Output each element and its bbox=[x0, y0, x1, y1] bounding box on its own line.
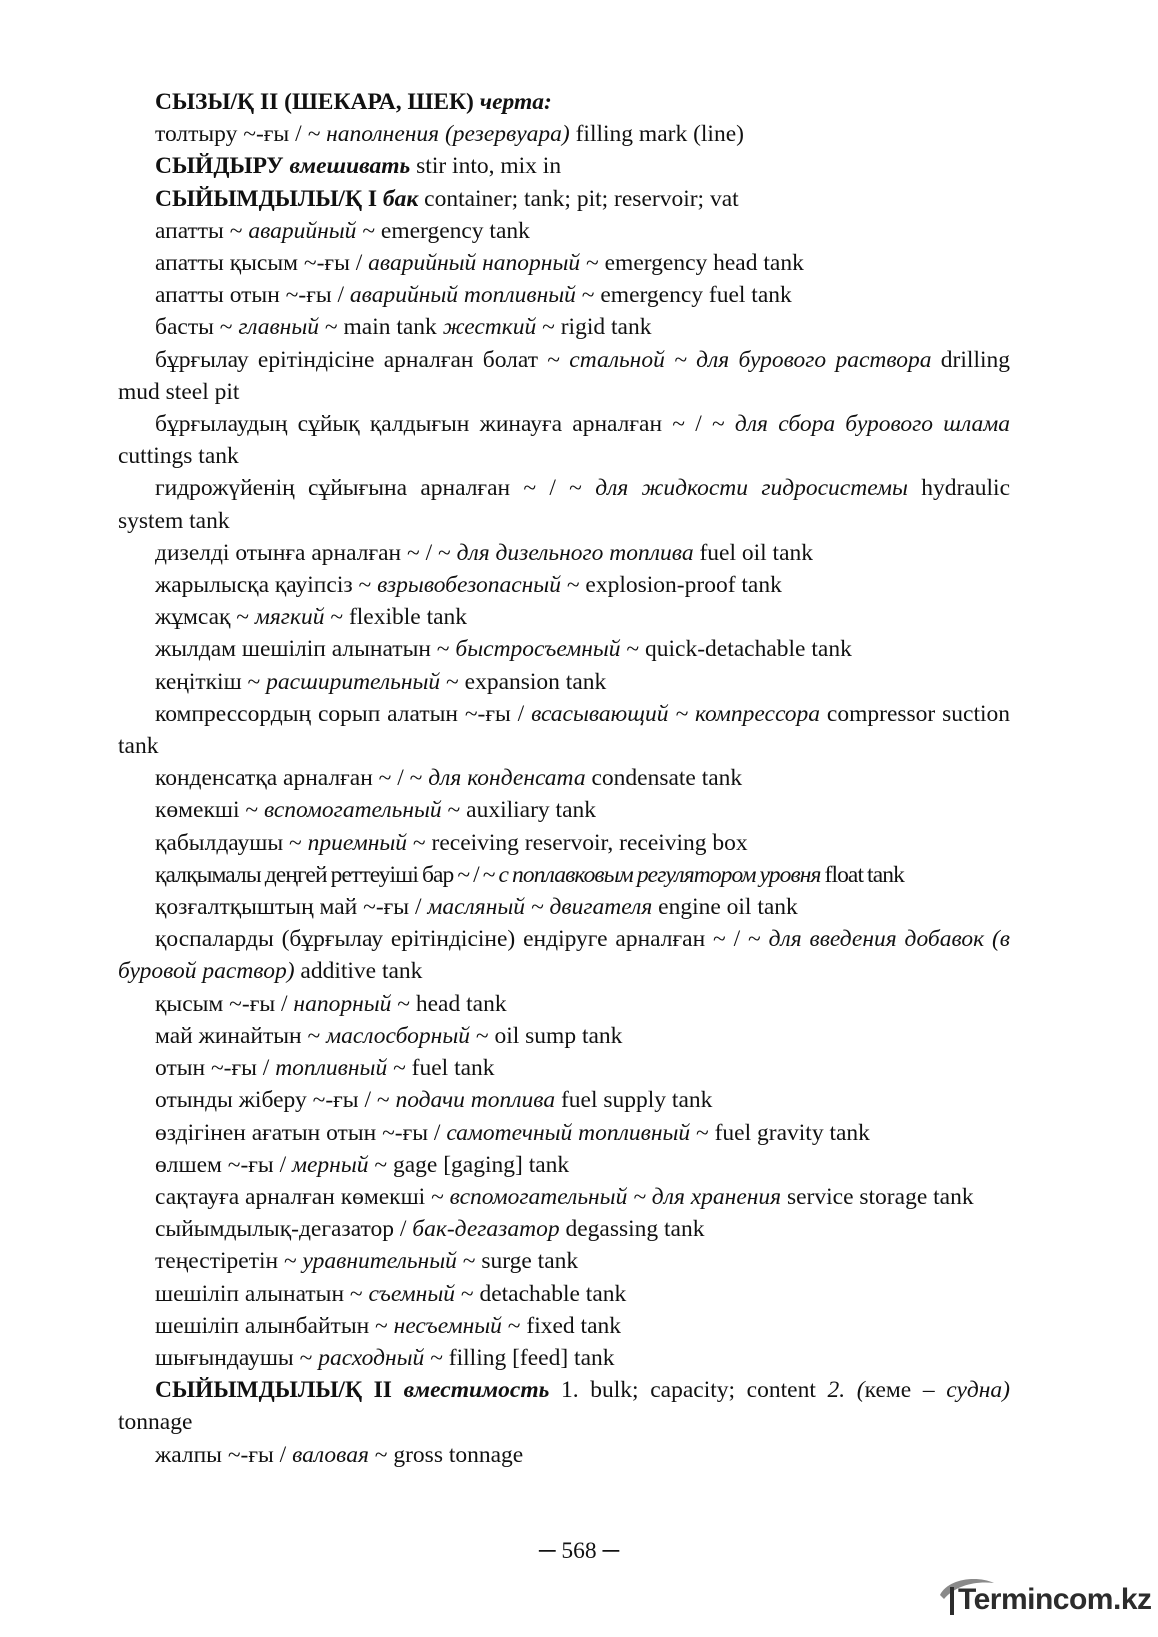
term-text: апатты отын ~-ғы / bbox=[155, 282, 350, 309]
dictionary-entry bbox=[118, 1213, 1010, 1245]
term-text: ~ oil sump tank bbox=[470, 1022, 623, 1049]
dictionary-entry bbox=[118, 1245, 1010, 1277]
russian-term: самотечный топливный bbox=[446, 1119, 691, 1146]
dictionary-entry bbox=[118, 891, 1010, 923]
term-text: басты ~ bbox=[155, 314, 239, 341]
russian-term: аварийный bbox=[248, 217, 357, 244]
russian-term: взрывобезопасный bbox=[377, 572, 561, 599]
term-text: теңестіретін ~ bbox=[155, 1248, 303, 1275]
dictionary-entry bbox=[118, 1342, 1010, 1374]
dictionary-page bbox=[118, 86, 1010, 1471]
term-text: fuel oil tank bbox=[693, 539, 814, 566]
russian-term: маслосборный bbox=[326, 1022, 471, 1049]
term-text: отынды жіберу ~-ғы / ~ bbox=[155, 1087, 396, 1114]
dictionary-entry bbox=[118, 859, 1010, 891]
dictionary-entry bbox=[118, 1310, 1010, 1342]
dictionary-entry bbox=[118, 827, 1010, 859]
dictionary-entry bbox=[118, 1149, 1010, 1181]
dictionary-entry bbox=[118, 86, 1010, 118]
russian-term: ~ наполнения (резервуара) bbox=[307, 121, 570, 148]
dictionary-entry bbox=[118, 1278, 1010, 1310]
term-text: stir into, mix in bbox=[410, 153, 562, 180]
logo-text: Termincom.kz bbox=[958, 1583, 1152, 1616]
term-text: condensate tank bbox=[585, 765, 743, 792]
term-text: қалқымалы деңгей реттеуіші бар ~ / ~ bbox=[155, 861, 499, 888]
russian-term: несъемный bbox=[393, 1312, 502, 1339]
term-text: ~ surge tank bbox=[456, 1248, 579, 1275]
term-text: кеме – bbox=[864, 1377, 947, 1404]
dictionary-entry bbox=[118, 1181, 1010, 1213]
term-text: жұмсақ ~ bbox=[155, 604, 255, 631]
russian-term: для жидкости гидросистемы bbox=[595, 475, 908, 502]
russian-term: расходный bbox=[318, 1344, 425, 1371]
russian-term: вспомогательный ~ для хранения bbox=[449, 1183, 782, 1210]
term-text: drilling mud steel pit bbox=[118, 346, 1010, 405]
term-text: қысым ~-ғы / bbox=[155, 990, 294, 1017]
term-text: ~ fuel gravity tank bbox=[690, 1119, 870, 1146]
russian-term: мерный bbox=[292, 1151, 369, 1178]
dictionary-entry bbox=[118, 408, 1010, 472]
headword: СЫЗЫ/Қ II (ШЕКАРА, ШЕК) bbox=[155, 89, 480, 115]
term-text: filling mark (line) bbox=[569, 121, 744, 148]
headword-translation: вмешивать bbox=[289, 153, 411, 180]
russian-term: главный bbox=[238, 314, 320, 341]
term-text: көмекші ~ bbox=[155, 797, 264, 824]
term-text: отын ~-ғы / bbox=[155, 1055, 276, 1082]
russian-term: аварийный напорный bbox=[368, 250, 581, 277]
russian-term: приемный bbox=[307, 829, 408, 856]
term-text: шешіліп алынбайтын ~ bbox=[155, 1312, 394, 1339]
term-text: ~ quick-detachable tank bbox=[620, 636, 852, 663]
headword-translation: бак bbox=[382, 185, 419, 212]
russian-term: масляный ~ двигателя bbox=[427, 894, 653, 921]
term-text: ~ rigid tank bbox=[536, 314, 652, 341]
russian-term: быстросъемный bbox=[455, 636, 621, 663]
dictionary-entry bbox=[118, 215, 1010, 247]
term-text: өлшем ~-ғы / bbox=[155, 1151, 292, 1178]
term-text: дизелді отынға арналған ~ / ~ bbox=[155, 539, 457, 566]
term-text: container; tank; pit; reservoir; vat bbox=[418, 185, 739, 212]
russian-term: с поплавковым регулятором уровня bbox=[498, 861, 821, 888]
dictionary-entry bbox=[118, 1374, 1010, 1438]
term-text: service storage tank bbox=[781, 1183, 974, 1210]
russian-term: жесткий bbox=[442, 314, 537, 341]
russian-term: для сбора бурового шлама bbox=[734, 411, 1010, 438]
russian-term: напорный bbox=[293, 990, 392, 1017]
term-text: hydraulic system tank bbox=[118, 475, 1010, 534]
term-text: толтыру ~-ғы / bbox=[155, 121, 308, 148]
term-text: сақтауға арналған көмекші ~ bbox=[155, 1183, 450, 1210]
page-number: ─ 568 ─ bbox=[538, 1538, 620, 1564]
term-text: сыйымдылық-дегазатор / bbox=[155, 1216, 413, 1243]
term-text: жылдам шешіліп алынатын ~ bbox=[155, 636, 456, 663]
russian-term: для конденсата bbox=[428, 765, 586, 792]
russian-term: аварийный топливный bbox=[349, 282, 576, 309]
term-text: ~ detachable tank bbox=[455, 1280, 627, 1307]
term-text: ~ gage [gaging] tank bbox=[368, 1151, 570, 1178]
dictionary-entry bbox=[118, 311, 1010, 343]
russian-term: вспомогательный bbox=[263, 797, 442, 824]
term-text: ~ explosion-proof tank bbox=[560, 572, 782, 599]
term-text: 1. bulk; capacity; content bbox=[549, 1377, 828, 1404]
term-text: бұрғылаудың сұйық қалдығын жинауға арналған ~ / ~ bbox=[155, 411, 735, 438]
russian-term: уравнительный bbox=[302, 1248, 457, 1275]
russian-term: подачи топлива bbox=[395, 1087, 556, 1114]
dictionary-entry bbox=[118, 150, 1010, 182]
term-text: tonnage bbox=[118, 1409, 193, 1436]
term-text: ~ filling [feed] tank bbox=[424, 1344, 615, 1371]
dictionary-entry bbox=[118, 762, 1010, 794]
dictionary-entry bbox=[118, 344, 1010, 408]
term-text: бұрғылау ерітіндісіне арналған болат ~ bbox=[155, 346, 570, 373]
term-text: ~ flexible tank bbox=[324, 604, 468, 631]
term-text: өздігінен ағатын отын ~-ғы / bbox=[155, 1119, 447, 1146]
term-text: ~ emergency head tank bbox=[580, 250, 804, 277]
term-text: ~ main tank bbox=[319, 314, 443, 341]
dictionary-entry bbox=[118, 1084, 1010, 1116]
russian-term: топливный bbox=[275, 1055, 388, 1082]
headword-translation: вместимость bbox=[403, 1377, 550, 1404]
term-text: шығындаушы ~ bbox=[155, 1344, 319, 1371]
term-text: кеңіткіш ~ bbox=[155, 668, 267, 695]
dictionary-entry bbox=[118, 537, 1010, 569]
russian-term: 2. ( bbox=[827, 1377, 865, 1404]
term-text: компрессордың сорып алатын ~-ғы / bbox=[155, 700, 532, 727]
dictionary-entry bbox=[118, 1439, 1010, 1471]
term-text: ~ auxiliary tank bbox=[441, 797, 596, 824]
headword: СЫЙЫМДЫЛЫ/Қ I bbox=[155, 185, 383, 212]
russian-term: стальной ~ для бурового раствора bbox=[569, 346, 932, 373]
russian-term: бак-дегазатор bbox=[412, 1216, 560, 1243]
dictionary-entry bbox=[118, 279, 1010, 311]
dictionary-entry bbox=[118, 601, 1010, 633]
headword: СЫЙЫМДЫЛЫ/Қ II bbox=[155, 1377, 404, 1404]
term-text: конденсатқа арналған ~ / ~ bbox=[155, 765, 429, 792]
term-text: апатты ~ bbox=[155, 217, 249, 244]
term-text: апатты қысым ~-ғы / bbox=[155, 250, 369, 277]
russian-term: судна) bbox=[946, 1377, 1010, 1404]
russian-term: мягкий bbox=[254, 604, 325, 631]
dictionary-entry bbox=[118, 633, 1010, 665]
russian-term: всасывающий ~ компрессора bbox=[531, 700, 821, 727]
term-text: ~ gross tonnage bbox=[368, 1441, 524, 1468]
term-text: additive tank bbox=[294, 958, 423, 985]
term-text: ~ emergency fuel tank bbox=[575, 282, 792, 309]
dictionary-entry bbox=[118, 1052, 1010, 1084]
russian-term: съемный bbox=[368, 1280, 455, 1307]
dictionary-entry bbox=[118, 794, 1010, 826]
headword: СЫЙДЫРУ bbox=[155, 153, 290, 180]
term-text: қозғалтқыштың май ~-ғы / bbox=[155, 894, 428, 921]
term-text: cuttings tank bbox=[118, 443, 239, 470]
dictionary-entry bbox=[118, 247, 1010, 279]
headword-translation: черта: bbox=[479, 89, 552, 115]
dictionary-entry bbox=[118, 472, 1010, 536]
dictionary-entry bbox=[118, 988, 1010, 1020]
term-text: degassing tank bbox=[559, 1216, 705, 1243]
term-text: ~ receiving reservoir, receiving box bbox=[407, 829, 748, 856]
term-text: float tank bbox=[820, 861, 904, 888]
term-text: қабылдаушы ~ bbox=[155, 829, 308, 856]
russian-term: расширительный bbox=[266, 668, 441, 695]
dictionary-entry bbox=[118, 666, 1010, 698]
term-text: fuel supply tank bbox=[555, 1087, 713, 1114]
term-text: ~ head tank bbox=[391, 990, 507, 1017]
term-text: май жинайтын ~ bbox=[155, 1022, 327, 1049]
dictionary-entry bbox=[118, 118, 1010, 150]
dictionary-entry bbox=[118, 923, 1010, 987]
term-text: жалпы ~-ғы / bbox=[155, 1441, 293, 1468]
dictionary-entry bbox=[118, 1117, 1010, 1149]
term-text: ~ expansion tank bbox=[440, 668, 607, 695]
dictionary-entry bbox=[118, 569, 1010, 601]
termincom-logo[interactable] bbox=[936, 1573, 1152, 1623]
dictionary-entry bbox=[118, 183, 1010, 215]
term-text: ~ emergency tank bbox=[356, 217, 530, 244]
term-text: гидрожүйенің сұйығына арналған ~ / ~ bbox=[155, 475, 596, 502]
term-text: шешіліп алынатын ~ bbox=[155, 1280, 369, 1307]
term-text: ~ fixed tank bbox=[501, 1312, 622, 1339]
term-text: compressor suction tank bbox=[118, 700, 1011, 760]
term-text: ~ fuel tank bbox=[387, 1055, 495, 1082]
dictionary-entry bbox=[118, 1020, 1010, 1052]
dictionary-entry bbox=[118, 698, 1010, 762]
term-text: engine oil tank bbox=[652, 894, 798, 921]
russian-term: валовая bbox=[292, 1441, 369, 1468]
russian-term: для введения добавок (в буровой раствор) bbox=[118, 926, 1010, 985]
russian-term: для дизельного топлива bbox=[456, 539, 694, 566]
term-text: қоспаларды (бұрғылау ерітіндісіне) ендіруге арналған ~ / ~ bbox=[155, 926, 769, 953]
term-text: жарылысқа қауіпсіз ~ bbox=[155, 572, 378, 599]
